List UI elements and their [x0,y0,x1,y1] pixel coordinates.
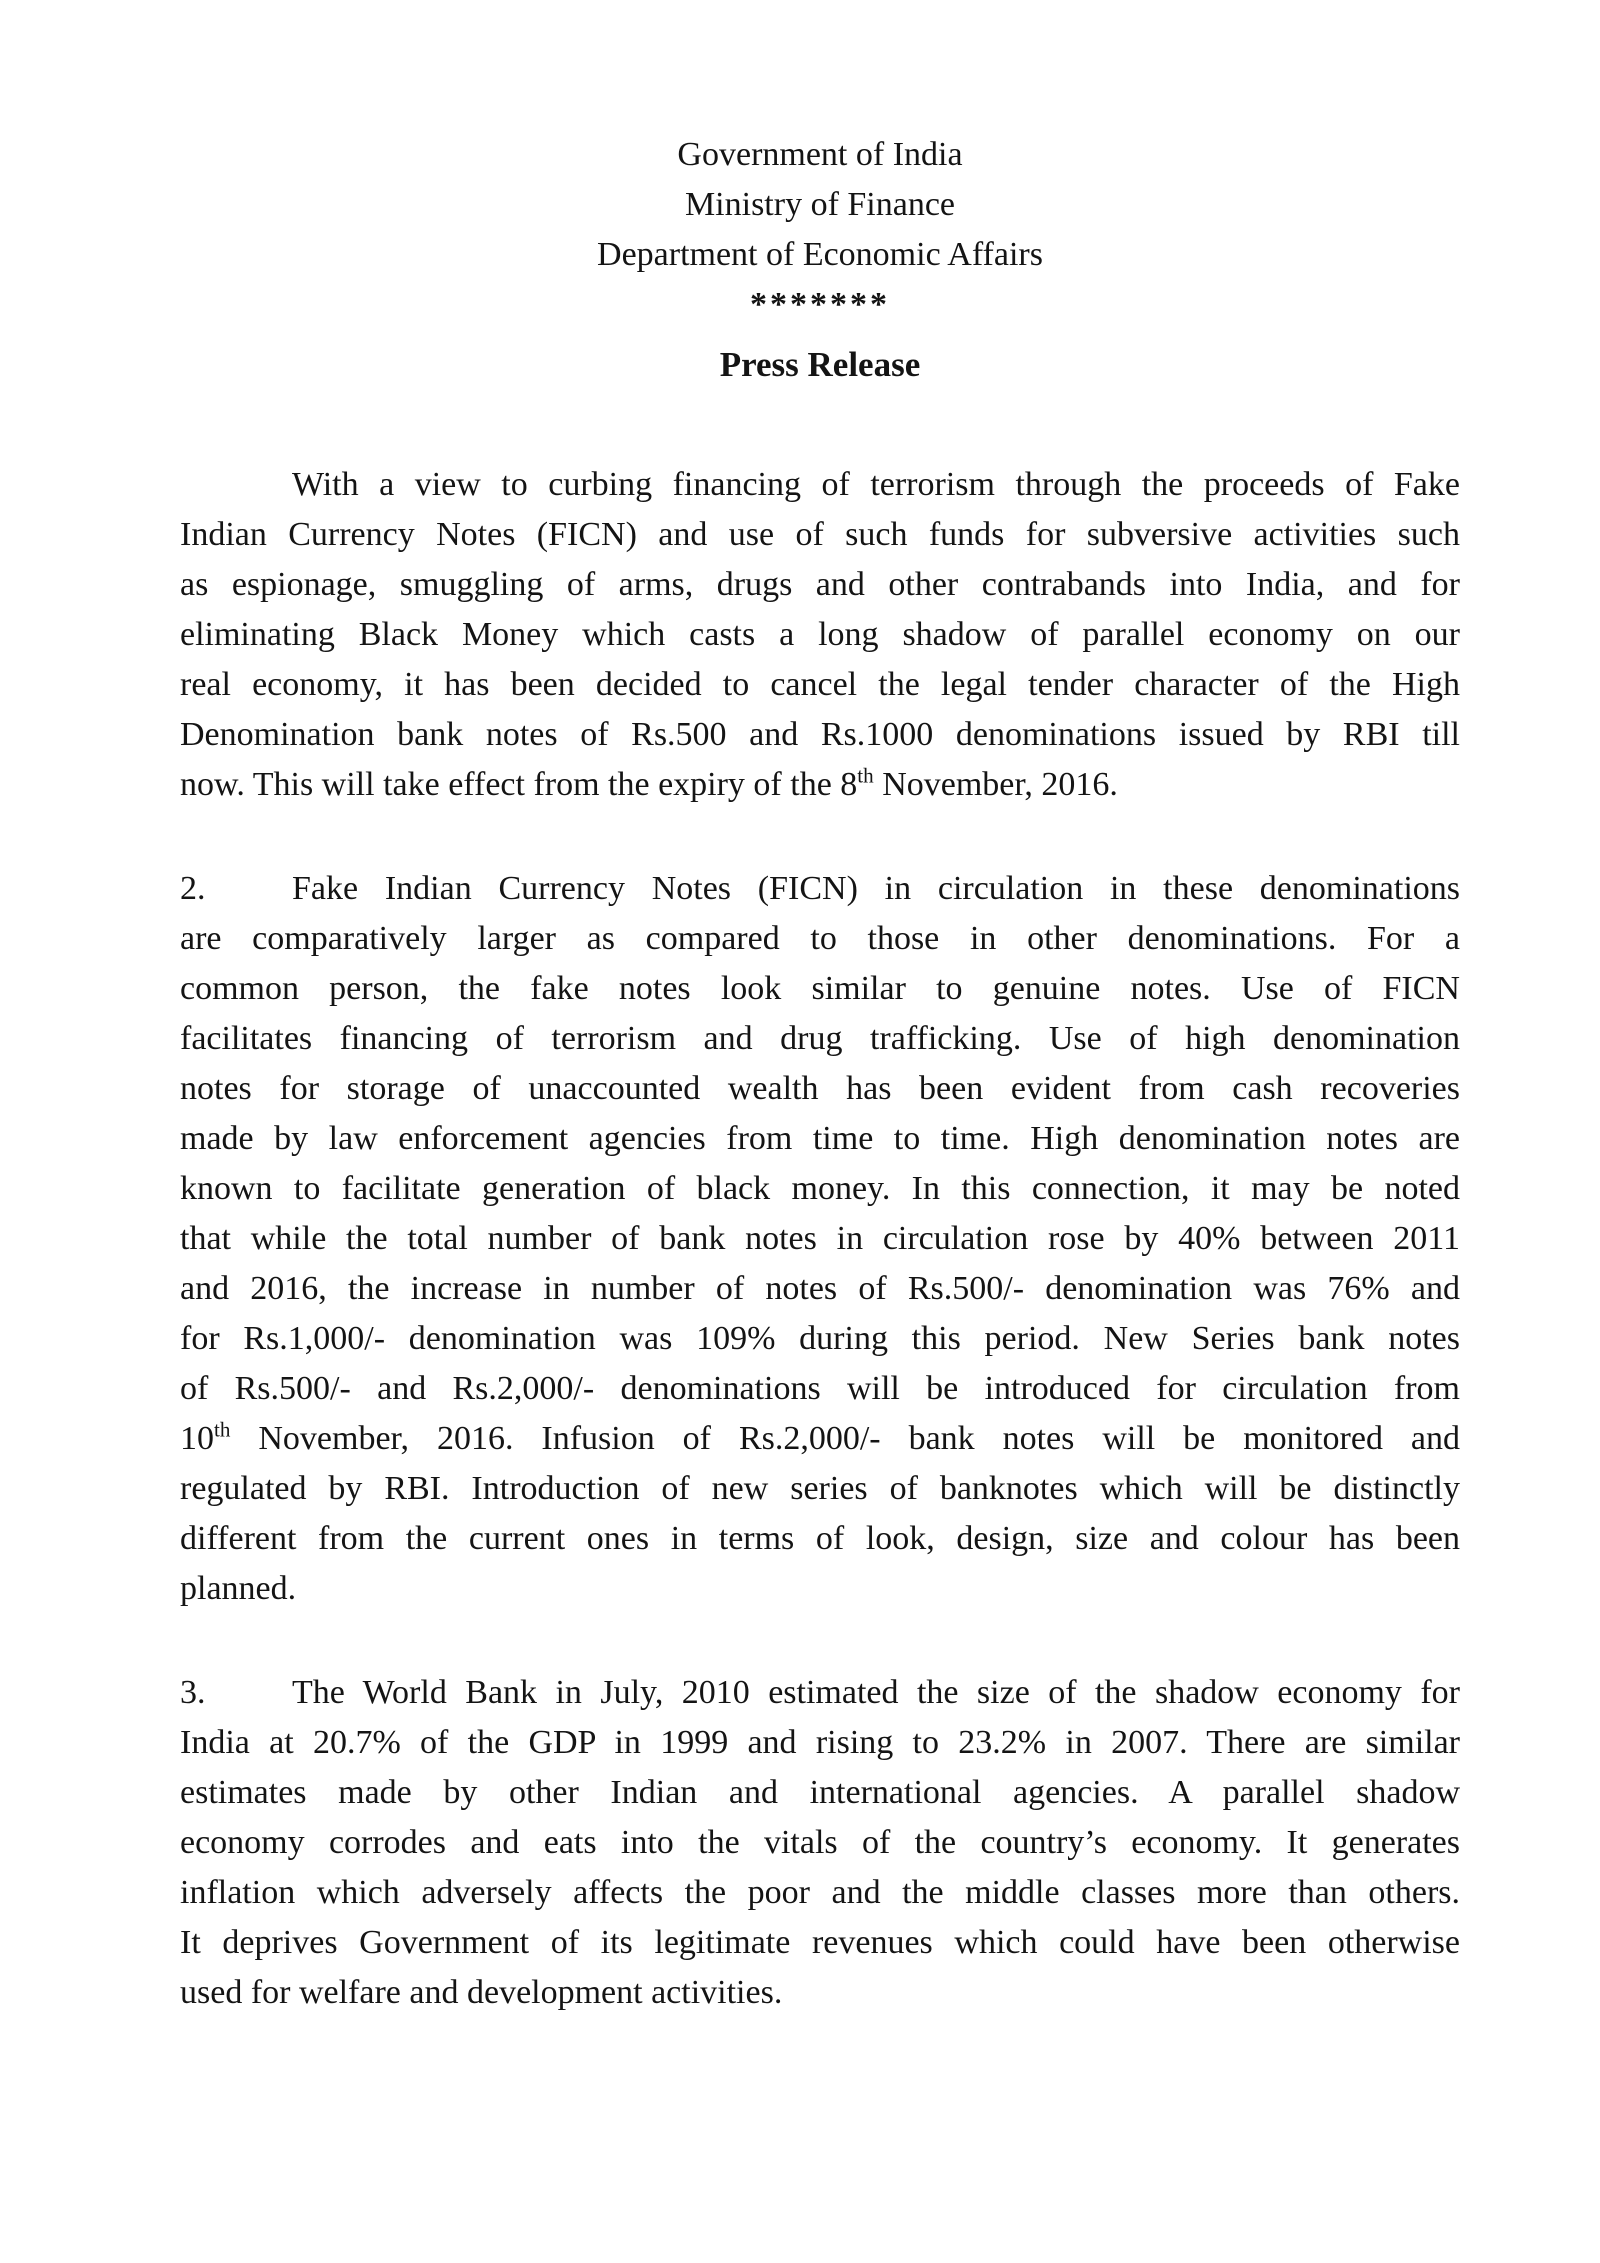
text-line: Indian Currency Notes (FICN) and use of such funds for subversive activities such [180,516,1460,553]
text-line: 10th November, 2016. Infusion of Rs.2,000/- bank notes will be monitored and [180,1417,1460,1457]
text-line: estimates made by other Indian and international agencies. A parallel shadow [180,1774,1460,1811]
superscript-text: th [214,1417,231,1442]
text-line: eliminating Black Money which casts a long shadow of parallel economy on our [180,616,1460,653]
text-line: now. This will take effect from the expiry of the 8th November, 2016. [180,763,1118,803]
document-body [180,460,1460,2018]
text-line: real economy, it has been decided to cancel the legal tender character of the High [180,666,1460,703]
paragraph-number: 3. [180,1674,206,1711]
text-line: inflation which adversely affects the poor and the middle classes more than others. [180,1874,1460,1911]
paragraph [180,864,1460,1614]
text-line: It deprives Government of its legitimate revenues which could have been otherwise [180,1924,1460,1961]
org-line-department: Department of Economic Affairs [597,236,1043,273]
text-line: are comparatively larger as compared to those in other denominations. For a [180,920,1460,957]
text-line: India at 20.7% of the GDP in 1999 and rising to 23.2% in 2007. There are similar [180,1724,1460,1761]
text-line: With a view to curbing financing of terrorism through the proceeds of Fake [292,466,1460,503]
paragraph-number: 2. [180,870,206,907]
text-line: common person, the fake notes look similar to genuine notes. Use of FICN [180,970,1460,1007]
text-line: Denomination bank notes of Rs.500 and Rs.1000 denominations issued by RBI till [180,716,1460,753]
text-line: known to facilitate generation of black money. In this connection, it may be noted [180,1170,1460,1207]
paragraph [180,1668,1460,2018]
text-line: for Rs.1,000/- denomination was 109% during this period. New Series bank notes [180,1320,1460,1357]
text-line: 2. Fake Indian Currency Notes (FICN) in circulation in these denominations [180,864,1460,914]
asterisk-separator: ******* [750,286,890,323]
text-line: made by law enforcement agencies from time to time. High denomination notes are [180,1120,1460,1157]
text-line: different from the current ones in terms of look, design, size and colour has been [180,1520,1460,1557]
text-line: and 2016, the increase in number of notes of Rs.500/- denomination was 76% and [180,1270,1460,1307]
text-line: planned. [180,1570,297,1607]
superscript-text: th [857,763,874,788]
document-header [180,130,1460,390]
text-line: of Rs.500/- and Rs.2,000/- denominations will be introduced for circulation from [180,1370,1460,1407]
text-line: notes for storage of unaccounted wealth has been evident from cash recoveries [180,1070,1460,1107]
text-line: as espionage, smuggling of arms, drugs and other contrabands into India, and for [180,566,1460,603]
org-line-ministry: Ministry of Finance [684,186,956,223]
text-line: 3. The World Bank in July, 2010 estimated the size of the shadow economy for [180,1668,1460,1718]
text-line: regulated by RBI. Introduction of new series of banknotes which will be distinctly [180,1470,1460,1507]
document-title: Press Release [719,345,921,384]
paragraph [180,460,1460,810]
text-line: used for welfare and development activities. [180,1974,783,2011]
text-line: facilitates financing of terrorism and drug trafficking. Use of high denomination [180,1020,1460,1057]
org-line-government: Government of India [677,136,963,173]
text-line: that while the total number of bank notes in circulation rose by 40% between 2011 [180,1220,1460,1257]
text-line: economy corrodes and eats into the vitals of the country’s economy. It generates [180,1824,1460,1861]
